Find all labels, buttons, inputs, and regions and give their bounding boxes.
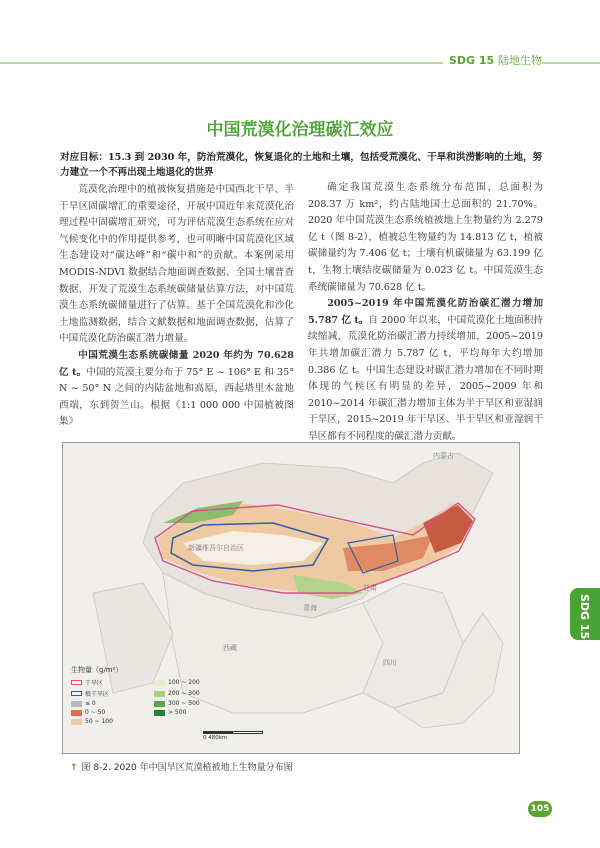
page-title: 中国荒漠化治理碳汇效应 <box>206 120 394 140</box>
left-column <box>59 182 294 431</box>
map-label-tibet: 西藏 <box>223 644 237 652</box>
map-scale <box>203 731 263 741</box>
legend-label: 300 ~ 500 <box>168 700 200 707</box>
scale-label: 0 480km <box>203 735 228 741</box>
left-paragraph-2-lead: 中国荒漠生态系统碳储量 2020 年约为 70.628 亿 t。 <box>59 349 294 378</box>
legend-grid <box>71 678 231 725</box>
legend-swatch <box>71 701 82 707</box>
right-column <box>308 180 543 446</box>
map-legend <box>71 665 231 725</box>
caption-arrow-icon: ↑ <box>70 763 78 773</box>
left-paragraph-1: 荒漠化治理中的植被恢复措施是中国西北干旱、半干旱区固碳增汇的重要途径，开展中国近年来荒漠化治理过程中固碳增汇研究，可为评估荒漠生态系统在应对气候变化中的作用提供参考，也可明晰中国荒漠化区域生态建设对“碳达峰”和“碳中和”的贡献。本案例采用 MODIS-NDVI 数据结合地面调查数据、全国土壤普查数据，开发了荒漠生态系统碳储量估算方法，对中国荒漠生态系统碳储量进行了估算。基于全国荒漠化和沙化土地监测数据，结合文献数据和地面调查数据，估算了中国荒漠化防治碳汇潜力增量。 <box>59 184 294 345</box>
legend-swatch <box>154 710 165 716</box>
legend-item <box>154 709 231 716</box>
biomass-map <box>62 442 520 754</box>
sdg-header <box>443 52 542 68</box>
right-paragraph-2-lead: 2005~2019 年中国荒漠化防治碳汇潜力增加 5.787 亿 t。 <box>308 298 543 326</box>
legend-label: 100 ~ 200 <box>168 679 200 686</box>
target-label: 对应目标： <box>60 152 108 163</box>
scale-bar <box>203 731 263 734</box>
right-paragraph-2 <box>308 296 543 445</box>
legend-item <box>71 709 148 716</box>
legend-item <box>154 700 231 707</box>
legend-item <box>154 689 231 698</box>
caption-text: 图 8-2. 2020 年中国旱区荒漠植被地上生物量分布图 <box>81 763 293 773</box>
legend-label: 200 ~ 300 <box>168 690 200 697</box>
map-label-qinghai: 青海 <box>303 604 317 612</box>
map-label-sichuan: 四川 <box>383 659 397 667</box>
map-label-xinjiang: 新疆维吾尔自治区 <box>188 544 244 552</box>
legend-swatch <box>154 701 165 707</box>
map-label-gansu: 甘肃 <box>363 584 377 592</box>
legend-swatch <box>154 691 165 697</box>
figure-caption <box>70 760 293 773</box>
legend-item <box>71 689 148 698</box>
legend-swatch <box>154 680 165 686</box>
left-paragraph-2 <box>59 348 294 431</box>
sdg-title: 陆地生物 <box>498 54 542 67</box>
legend-item <box>71 700 148 707</box>
legend-label: ≤ 0 <box>85 700 96 707</box>
target-text: 15.3 到 2030 年，防治荒漠化，恢复退化的土地和土壤，包括受荒漠化、干旱和洪涝影响的土地，努力建立一个不再出现土地退化的世界 <box>60 152 543 178</box>
legend-swatch <box>71 710 82 716</box>
legend-item <box>71 718 148 725</box>
map-label-inner-mongolia: 内蒙古 <box>433 452 454 460</box>
sdg-side-tab <box>570 588 600 640</box>
right-paragraph-1: 确定我国荒漠生态系统分布范围，总面积为 208.37 万 km²，约占陆地国土总面积的 21.70%。2020 年中国荒漠生态系统植被地上生物量约为 2.279 亿 t（图 8-2），植被总生物量约为 14.813 亿 t，植被碳储量约为 7.406 亿 t；土壤有机碳储量为 63.199 亿 t，生物土壤结皮碳储量为 0.023 亿 t。中国荒漠生态系统碳储量为 70.628 亿 t。 <box>308 182 543 293</box>
legend-item <box>154 678 231 687</box>
legend-label: 50 ~ 100 <box>85 718 113 725</box>
page-number: 105 <box>528 801 552 817</box>
legend-label: 0 ~ 50 <box>85 709 106 716</box>
left-paragraph-2-body: 中国的荒漠主要分布于 75° E ~ 106° E 和 35° N ~ 50° N 之间的内陆盆地和高原，西起塔里木盆地西端，东到贺兰山。根据《1:1 000 000 中国植被图集》 <box>59 366 294 428</box>
sdg-code: SDG 15 <box>448 54 495 67</box>
legend-swatch <box>71 691 82 696</box>
right-paragraph-2-body: 自 2000 年以来，中国荒漠化土地面积持续缩减，荒漠化防治碳汇潜力持续增加，2005~2019 年共增加碳汇潜力 5.787 亿 t，平均每年大约增加 0.386 亿 t。中国生态建设对碳汇潜力增加在不同时期体现的气候区有明显的差异，2005~2009 年和 2010~2014 年碳汇潜力增加主体为半干旱区和亚湿润干旱区，2015~2019 年干旱区、半干旱区和亚湿润干旱区都有不同程度的碳汇潜力贡献。 <box>308 314 544 442</box>
legend-swatch <box>71 719 82 725</box>
legend-item <box>71 678 148 687</box>
legend-swatch <box>71 680 82 685</box>
side-tab-label: SDG 15 <box>578 594 591 640</box>
legend-label: > 500 <box>168 709 187 716</box>
legend-label: 极干旱区 <box>85 691 110 698</box>
legend-title: 生物量（g/m²） <box>71 666 123 674</box>
target-statement <box>60 150 550 180</box>
legend-label: 干旱区 <box>85 680 104 687</box>
